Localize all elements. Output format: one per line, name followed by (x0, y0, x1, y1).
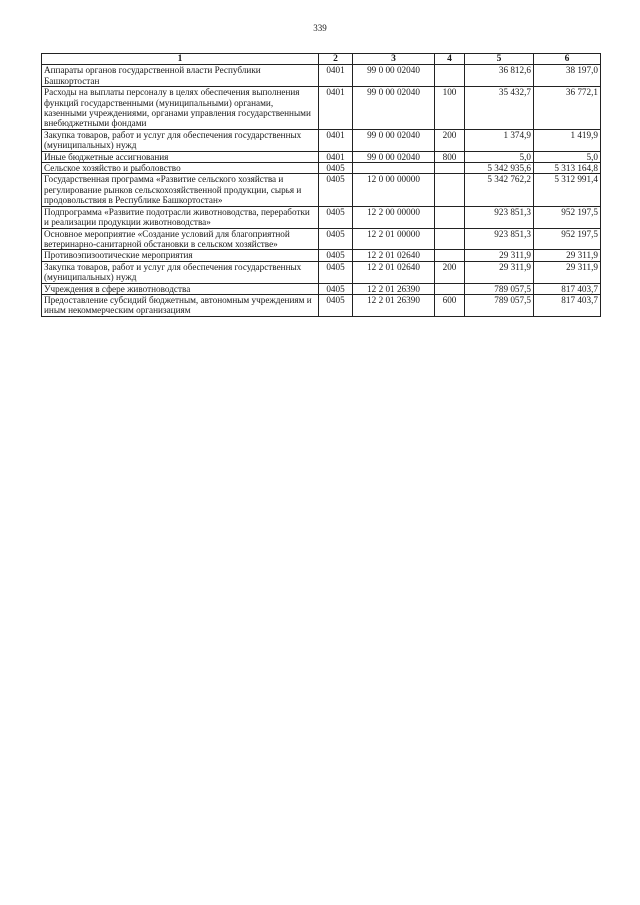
row-expense-type: 600 (435, 294, 465, 316)
row-target-article: 12 2 01 26390 (353, 283, 435, 294)
column-header-5: 5 (465, 54, 534, 65)
row-value-col5: 1 374,9 (465, 129, 534, 151)
row-value-col6: 5 313 164,8 (534, 163, 601, 174)
row-value-col6: 5,0 (534, 151, 601, 162)
row-value-col6: 29 311,9 (534, 250, 601, 261)
row-name: Закупка товаров, работ и услуг для обеспечения государственных (муниципальных) нужд (42, 261, 319, 283)
row-name: Подпрограмма «Развитие подотрасли животноводства, переработки и реализации продукции животноводства» (42, 206, 319, 228)
row-section: 0401 (319, 129, 353, 151)
row-value-col5: 789 057,5 (465, 283, 534, 294)
row-value-col6: 29 311,9 (534, 261, 601, 283)
row-value-col6: 5 312 991,4 (534, 174, 601, 206)
row-value-col6: 817 403,7 (534, 294, 601, 316)
row-section: 0405 (319, 283, 353, 294)
row-section: 0405 (319, 228, 353, 250)
row-name: Аппараты органов государственной власти Республики Башкортостан (42, 65, 319, 87)
row-expense-type (435, 228, 465, 250)
table-row (42, 294, 601, 316)
row-value-col6: 1 419,9 (534, 129, 601, 151)
table-row (42, 261, 601, 283)
row-section: 0405 (319, 174, 353, 206)
table-row (42, 228, 601, 250)
row-name: Основное мероприятие «Создание условий для благоприятной ветеринарно-санитарной обстановки в сельском хозяйстве» (42, 228, 319, 250)
row-expense-type: 200 (435, 129, 465, 151)
row-value-col5: 789 057,5 (465, 294, 534, 316)
row-section: 0401 (319, 151, 353, 162)
table-row (42, 206, 601, 228)
column-header-1: 1 (42, 54, 319, 65)
row-expense-type: 200 (435, 261, 465, 283)
column-header-2: 2 (319, 54, 353, 65)
table-row (42, 250, 601, 261)
row-value-col5: 923 851,3 (465, 206, 534, 228)
row-target-article: 12 0 00 00000 (353, 174, 435, 206)
row-expense-type (435, 206, 465, 228)
row-value-col6: 38 197,0 (534, 65, 601, 87)
budget-table (41, 53, 601, 317)
row-name: Закупка товаров, работ и услуг для обеспечения государственных (муниципальных) нужд (42, 129, 319, 151)
row-name: Иные бюджетные ассигнования (42, 151, 319, 162)
row-expense-type (435, 283, 465, 294)
row-expense-type (435, 250, 465, 261)
column-header-4: 4 (435, 54, 465, 65)
row-section: 0405 (319, 250, 353, 261)
row-value-col6: 817 403,7 (534, 283, 601, 294)
row-section: 0405 (319, 163, 353, 174)
row-name: Расходы на выплаты персоналу в целях обеспечения выполнения функций государственными (муниципальными) органами, казенными учреждениями, органами управления государственными внебюджетными фондами (42, 87, 319, 130)
page-number: 339 (313, 23, 327, 33)
row-target-article: 12 2 01 26390 (353, 294, 435, 316)
row-value-col5: 36 812,6 (465, 65, 534, 87)
table-row (42, 129, 601, 151)
row-value-col5: 29 311,9 (465, 261, 534, 283)
row-target-article: 12 2 01 02640 (353, 250, 435, 261)
table-row (42, 87, 601, 130)
table-row (42, 283, 601, 294)
row-value-col5: 29 311,9 (465, 250, 534, 261)
row-value-col6: 36 772,1 (534, 87, 601, 130)
row-name: Государственная программа «Развитие сельского хозяйства и регулирование рынков сельскохозяйственной продукции, сырья и продовольствия в Республике Башкортостан» (42, 174, 319, 206)
row-section: 0401 (319, 87, 353, 130)
row-section: 0405 (319, 261, 353, 283)
row-section: 0405 (319, 294, 353, 316)
row-target-article: 99 0 00 02040 (353, 65, 435, 87)
row-value-col6: 952 197,5 (534, 228, 601, 250)
column-header-3: 3 (353, 54, 435, 65)
row-value-col5: 5,0 (465, 151, 534, 162)
row-expense-type (435, 174, 465, 206)
row-value-col5: 923 851,3 (465, 228, 534, 250)
row-target-article: 12 2 01 02640 (353, 261, 435, 283)
row-expense-type (435, 65, 465, 87)
table-header-row (42, 54, 601, 65)
row-name: Противоэпизоотические мероприятия (42, 250, 319, 261)
row-value-col5: 5 342 762,2 (465, 174, 534, 206)
row-name: Сельское хозяйство и рыболовство (42, 163, 319, 174)
row-name: Предоставление субсидий бюджетным, автономным учреждениям и иным некоммерческим организациям (42, 294, 319, 316)
row-section: 0401 (319, 65, 353, 87)
column-header-6: 6 (534, 54, 601, 65)
row-name: Учреждения в сфере животноводства (42, 283, 319, 294)
row-target-article: 99 0 00 02040 (353, 129, 435, 151)
row-target-article: 99 0 00 02040 (353, 87, 435, 130)
row-target-article: 12 2 01 00000 (353, 228, 435, 250)
row-expense-type: 100 (435, 87, 465, 130)
row-section: 0405 (319, 206, 353, 228)
table-row (42, 151, 601, 162)
row-target-article (353, 163, 435, 174)
row-value-col6: 952 197,5 (534, 206, 601, 228)
row-target-article: 99 0 00 02040 (353, 151, 435, 162)
table-row (42, 163, 601, 174)
row-value-col5: 5 342 935,6 (465, 163, 534, 174)
row-value-col5: 35 432,7 (465, 87, 534, 130)
row-target-article: 12 2 00 00000 (353, 206, 435, 228)
table-row (42, 174, 601, 206)
table-row (42, 65, 601, 87)
row-expense-type: 800 (435, 151, 465, 162)
row-expense-type (435, 163, 465, 174)
